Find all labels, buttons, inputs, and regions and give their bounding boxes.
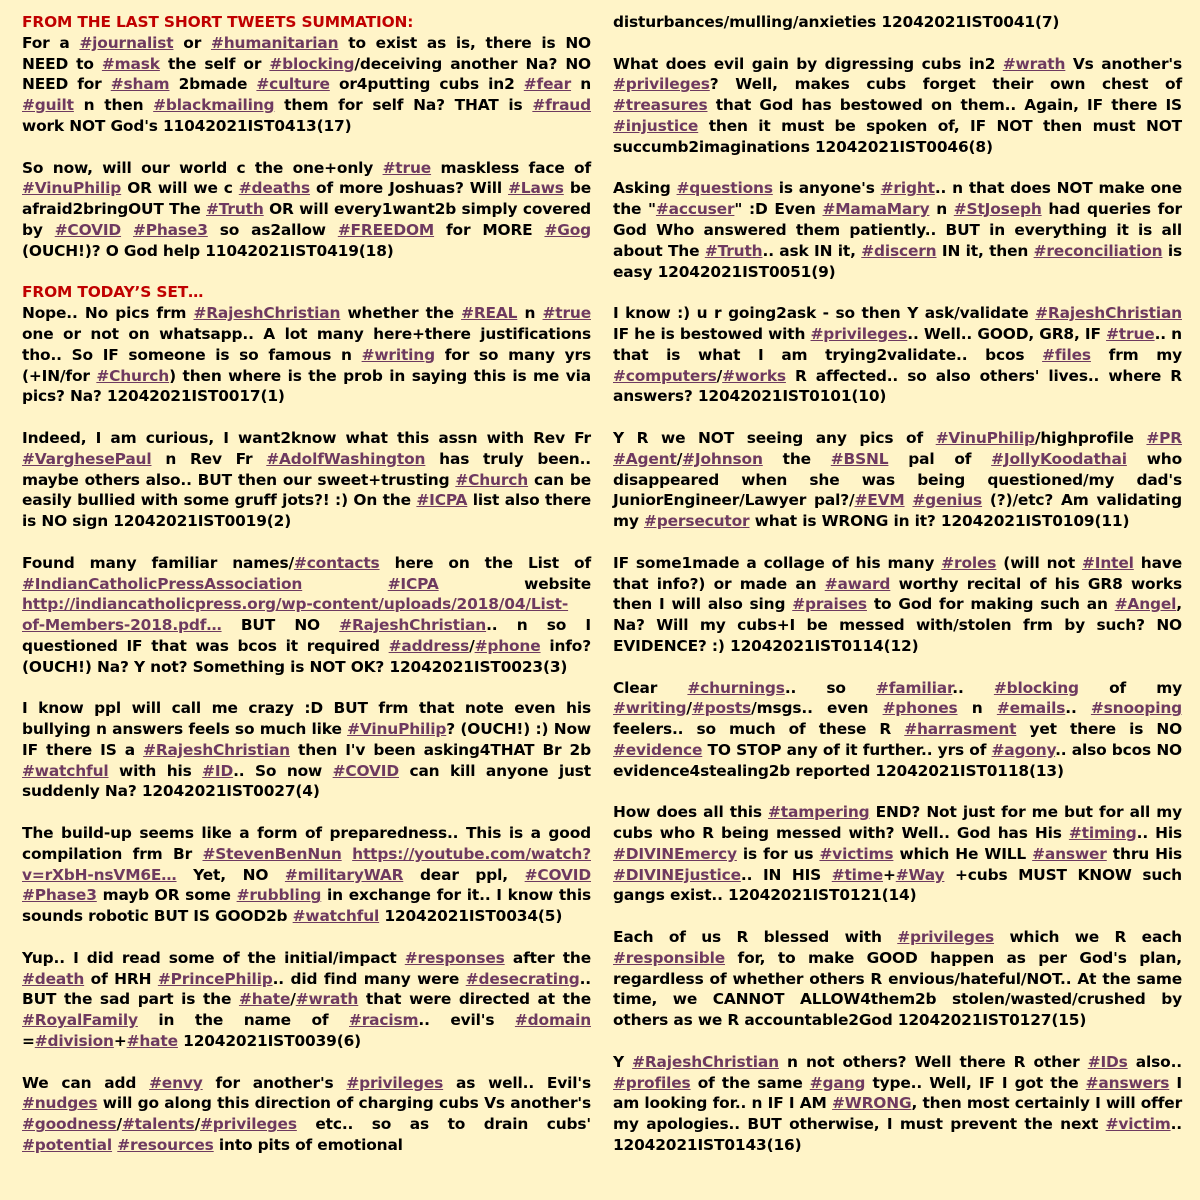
hashtag-link[interactable]: #ICPA (416, 491, 468, 510)
tweet-text: .. (952, 678, 994, 697)
tweet-text: yet there is NO (1016, 720, 1182, 739)
tweet-text (342, 845, 352, 863)
tweet-text: .. IN HIS (740, 865, 832, 884)
tweet-text: as well.. Evil's (443, 1073, 591, 1092)
hashtag-link[interactable]: #churnings (687, 678, 785, 697)
hashtag-link[interactable]: #familiar (876, 678, 953, 697)
url-link[interactable]: http://indiancatholicpress.org/wp-content/uploads/2018/04/List-of-Members-2018.pdf… (22, 595, 569, 635)
tweet-text: IF he is bestowed with (613, 324, 811, 343)
hashtag-link[interactable]: #guilt (22, 96, 74, 115)
tweet-text: n (517, 304, 543, 323)
hashtag-link[interactable]: #IndianCatholicPressAssociation (22, 574, 303, 593)
hashtag-link[interactable]: #Truth (206, 200, 264, 219)
tweet-text: (?)/etc? Am validating my (613, 491, 1182, 531)
tweet-text: thru His (1106, 844, 1182, 863)
hashtag-link[interactable]: #hate (238, 990, 291, 1009)
tweet-text: = (22, 1032, 35, 1051)
tweet-text: for so many yrs (+IN/for (22, 345, 591, 385)
tweet-paragraph (613, 1052, 1182, 1156)
hashtag-link[interactable]: #humanitarian (210, 33, 339, 52)
tweet-paragraph (613, 178, 1182, 282)
tweet-text (302, 575, 387, 593)
tweet-text: that were directed at the (358, 990, 591, 1009)
tweet-text: of more Joshuas? Will (309, 179, 509, 198)
tweet-text: .. n that does NOT make one the " (613, 179, 1183, 219)
tweet-text: I know ppl will call me crazy :D BUT frm that note even his bullying n answers feels so much like (22, 699, 591, 739)
hashtag-link[interactable]: #snooping (1090, 699, 1182, 718)
tweet-text: one or not on whatsapp.. A lot many here+there justifications tho.. So IF someone is so famous n (22, 324, 591, 364)
hashtag-link[interactable]: #AdolfWashington (266, 449, 426, 468)
hashtag-link[interactable]: #PR (1146, 428, 1182, 447)
hashtag-link[interactable]: #racism (349, 1011, 419, 1030)
section-last-summation (22, 33, 591, 262)
tweet-text: with his (108, 761, 203, 780)
hashtag-link[interactable]: #privileges (613, 75, 710, 94)
hashtag-link[interactable]: #wrath (295, 990, 359, 1009)
hashtag-link[interactable]: #envy (149, 1073, 203, 1092)
hashtag-link[interactable]: #potential (22, 1136, 113, 1155)
tweet-text: to exist as is, there is NO NEED to (22, 33, 591, 73)
tweet-text: has truly been.. maybe others also.. BUT then our sweet+trusting (22, 449, 591, 489)
hashtag-link[interactable]: #profiles (613, 1073, 691, 1092)
hashtag-link[interactable]: #Intel (1082, 553, 1134, 572)
hashtag-link[interactable]: #phone (474, 636, 541, 655)
tweet-text: / (676, 449, 683, 468)
tweet-text: / (716, 366, 723, 385)
tweet-text: n Rev Fr (151, 449, 267, 468)
tweet-text: + (883, 865, 896, 884)
tweet-text: /highprofile (1034, 428, 1147, 447)
tweet-text: / (116, 1115, 122, 1134)
tweet-text: info? (OUCH!) Na? Y not? Something is NOT OK? 12042021IST0023(3) (22, 636, 591, 676)
hashtag-link[interactable]: #true (1106, 324, 1155, 343)
tweet-text: ? (OUCH!) :) Now IF there IS a (22, 720, 591, 759)
hashtag-link[interactable]: #WRONG (832, 1094, 912, 1113)
section-todays-set (22, 303, 591, 1156)
tweet-text: Clear (613, 678, 688, 697)
hashtag-link[interactable]: #Truth (704, 241, 763, 260)
hashtag-link[interactable]: #deaths (238, 179, 310, 198)
hashtag-link[interactable]: #blocking (269, 54, 355, 73)
hashtag-link[interactable]: #answers (1085, 1073, 1170, 1092)
hashtag-link[interactable]: #VinuPhilip (935, 428, 1035, 447)
tweet-paragraph (613, 927, 1182, 1031)
tweet-text: can kill anyone just suddenly Na? 12042021IST0027(4) (22, 761, 592, 801)
hashtag-link[interactable]: #Way (895, 865, 945, 884)
tweet-text: 12042021IST0034(5) (379, 907, 563, 926)
tweet-text: work NOT God's 11042021IST0413(17) (22, 116, 352, 135)
tweet-text: .. So now (233, 761, 333, 780)
tweet-text: list also there is NO sign 12042021IST0019(2) (22, 491, 591, 531)
hashtag-link[interactable]: #sham (110, 75, 170, 94)
hashtag-link[interactable]: #Church (96, 366, 170, 385)
hashtag-link[interactable]: #ICPA (387, 574, 439, 593)
hashtag-link[interactable]: #files (1042, 345, 1091, 364)
tweet-text: then I'v been asking4THAT Br 2b (289, 740, 591, 759)
hashtag-link[interactable]: #questions (676, 179, 773, 198)
tweet-paragraph (22, 698, 591, 802)
hashtag-link[interactable]: #accuser (655, 200, 735, 219)
hashtag-link[interactable]: #VinuPhilip (347, 720, 447, 739)
hashtag-link[interactable]: #fear (523, 75, 572, 94)
tweet-text: dear ppl, (403, 865, 525, 884)
hashtag-link[interactable]: #computers (613, 366, 717, 385)
hashtag-link[interactable]: #hate (126, 1032, 178, 1051)
tweet-text: .. 12042021IST0143(16) (613, 1115, 1182, 1155)
tweet-text: which we R each (994, 928, 1182, 947)
hashtag-link[interactable]: #true (542, 304, 591, 323)
hashtag-link[interactable]: #division (34, 1032, 114, 1051)
tweet-text: pal of (888, 449, 992, 468)
tweet-text: (OUCH!)? O God help 11042021IST0419(18) (22, 241, 394, 260)
tweet-text: END? Not just for me but for all my cubs who R being messed with? Well.. God has His (613, 803, 1182, 843)
hashtag-link[interactable]: #REAL (461, 304, 518, 323)
hashtag-link[interactable]: #harrasment (904, 720, 1017, 739)
hashtag-link[interactable]: #RajeshChristian (143, 740, 290, 759)
tweet-text: .. n that is what I am trying2validate.. bcos (613, 324, 1182, 364)
hashtag-link[interactable]: #Angel (1114, 595, 1177, 614)
hashtag-link[interactable]: #StevenBenNun (202, 844, 342, 863)
hashtag-link[interactable]: #genius (912, 491, 983, 510)
tweet-text: " :D Even (734, 200, 823, 219)
tweet-text: what is WRONG in it? 12042021IST0109(11) (749, 512, 1130, 531)
hashtag-link[interactable]: #gang (809, 1073, 866, 1092)
hashtag-link[interactable]: #fraud (532, 96, 591, 115)
hashtag-link[interactable]: #Church (455, 470, 529, 489)
tweet-paragraph (22, 1073, 591, 1156)
tweet-text: whether the (340, 304, 462, 323)
hashtag-link[interactable]: #Laws (508, 179, 564, 198)
hashtag-link[interactable]: #blackmailing (153, 96, 275, 115)
tweet-text: +cubs MUST KNOW such gangs exist.. 12042021IST0121(14) (613, 865, 1182, 905)
tweet-paragraph (613, 303, 1182, 407)
tweet-text: + (113, 1032, 127, 1051)
hashtag-link[interactable]: #VarghesePaul (22, 449, 152, 468)
hashtag-link[interactable]: #goodness (22, 1115, 117, 1134)
tweet-paragraph (613, 678, 1182, 782)
hashtag-link[interactable]: #Phase3 (133, 220, 208, 239)
tweet-paragraph (613, 12, 1182, 33)
tweet-text: for MORE (434, 220, 545, 239)
hashtag-link[interactable]: #RajeshChristian (1035, 304, 1182, 323)
hashtag-link[interactable]: #tampering (768, 803, 870, 822)
hashtag-link[interactable]: #domain (514, 1011, 591, 1030)
hashtag-link[interactable]: #resources (117, 1136, 214, 1155)
tweet-text: .. n so I questioned IF that was bcos it required (22, 616, 591, 655)
tweet-text: can be easily bullied with some gruff jots?! :) On the (22, 470, 591, 510)
tweet-text: Found many familiar names/ (22, 553, 294, 572)
hashtag-link[interactable]: #DIVINEmercy (613, 844, 737, 863)
tweet-text: n (571, 75, 591, 94)
tweet-text: , Na? Will my cubs+I be messed with/stolen frm by such? NO EVIDENCE? :) 12042021IST0114(12) (613, 595, 1182, 655)
tweet-text: after the (504, 948, 591, 967)
tweet-text: Y (613, 1052, 633, 1071)
hashtag-link[interactable]: #privileges (810, 324, 908, 343)
hashtag-link[interactable]: #death (22, 969, 85, 988)
tweet-text: We can add (22, 1073, 150, 1092)
tweet-text: .. (1065, 699, 1091, 718)
tweet-text: n (957, 699, 997, 718)
hashtag-link[interactable]: #privileges (200, 1115, 297, 1134)
tweet-text: Y R we NOT seeing any pics of (613, 428, 936, 447)
tweet-text: frm my (1090, 345, 1182, 364)
tweet-text: .. did find many were (272, 969, 466, 988)
tweet-paragraph (22, 33, 591, 137)
hashtag-link[interactable]: #writing (613, 699, 687, 718)
hashtag-link[interactable]: #answer (1032, 844, 1107, 863)
tweet-text: will go along this direction of charging cubs Vs another's (97, 1094, 591, 1113)
tweet-text: into pits of emotional (213, 1136, 403, 1155)
tweet-text: 12042021IST0039(6) (177, 1032, 362, 1051)
tweet-text: Indeed, I am curious, I want2know what this assn with Rev Fr (22, 428, 591, 447)
hashtag-link[interactable]: #victims (819, 844, 894, 863)
tweet-text: .. so (784, 678, 876, 697)
tweet-paragraph (613, 553, 1182, 657)
tweet-text: is for us (736, 844, 820, 863)
tweet-text: of my (1078, 678, 1182, 697)
hashtag-link[interactable]: #contacts (293, 553, 380, 572)
hashtag-link[interactable]: #RajeshChristian (632, 1052, 779, 1071)
hashtag-link[interactable]: #RoyalFamily (22, 1011, 138, 1030)
url-link[interactable]: https://youtube.com/watch?v=rXbH-nsVM6E… (22, 844, 591, 884)
section-todays-set-continued (613, 12, 1182, 1156)
hashtag-link[interactable]: #responses (404, 948, 505, 967)
tweet-text: here on the List of (379, 553, 591, 572)
hashtag-link[interactable]: #desecrating (465, 969, 580, 988)
tweet-text: of the same (690, 1073, 810, 1092)
tweet-text: so as2allow (207, 220, 338, 239)
right-column (613, 12, 1182, 1177)
hashtag-link[interactable]: #StJoseph (953, 200, 1042, 219)
tweet-text: Yup.. I did read some of the initial/impact (22, 948, 405, 967)
hashtag-link[interactable]: #nudges (22, 1094, 98, 1113)
tweet-text: which He WILL (893, 844, 1033, 863)
tweet-text: / (194, 1115, 201, 1134)
tweet-text: who disappeared when she was being questioned/my dad's JuniorEngineer/Lawyer pal?/ (613, 449, 1182, 510)
tweet-text: .. also bcos NO evidence4stealing2b reported 12042021IST0118(13) (613, 740, 1182, 780)
tweet-text: etc.. so as to drain cubs' (296, 1115, 591, 1134)
tweet-text: I am looking for.. n IF I AM (613, 1073, 1182, 1113)
tweet-text: R affected.. so also others' lives.. where R answers? 12042021IST0101(10) (613, 366, 1182, 406)
tweet-text: 2bmade (169, 75, 257, 94)
hashtag-link[interactable]: #PrincePhilip (157, 969, 273, 988)
tweet-text: ? Well, makes cubs forget their own chest of (709, 75, 1182, 94)
hashtag-link[interactable]: #Johnson (682, 449, 763, 468)
tweet-text: Yet, NO (176, 865, 285, 884)
tweet-text: the (762, 449, 831, 468)
tweet-paragraph (22, 158, 591, 262)
tweet-text: type.. Well, IF I got the (865, 1073, 1086, 1092)
tweet-text: in the name of (137, 1011, 349, 1030)
hashtag-link[interactable]: #DIVINEjustice (613, 865, 741, 884)
hashtag-link[interactable]: #COVID (54, 220, 122, 239)
tweet-text: .. His (1136, 824, 1183, 843)
tweet-paragraph (22, 823, 591, 927)
tweet-text: that God has bestowed on them.. Again, IF there IS (707, 96, 1182, 115)
tweet-text: to God for making such an (866, 595, 1115, 614)
tweet-paragraph (22, 553, 591, 678)
hashtag-link[interactable]: #EVM (854, 491, 905, 510)
tweet-text: ) then where is the prob in saying this is me via pics? Na? 12042021IST0017(1) (22, 366, 591, 406)
hashtag-link[interactable]: #Agent (613, 449, 677, 468)
tweet-text: BUT NO (221, 616, 340, 635)
tweet-text: is easy 12042021IST0051(9) (613, 241, 1182, 281)
tweet-text: be afraid2bringOUT The (22, 179, 591, 219)
section-header-todays-set: FROM TODAY’S SET… (22, 283, 204, 302)
tweet-text: or (173, 33, 211, 52)
tweet-paragraph (22, 428, 591, 532)
hashtag-link[interactable]: #persecutor (643, 512, 750, 531)
tweet-text: .. evil's (418, 1011, 515, 1030)
hashtag-link[interactable]: #RajeshChristian (193, 304, 341, 323)
hashtag-link[interactable]: #mask (101, 54, 160, 73)
tweet-text: then it must be spoken of, IF NOT then must NOT succumb2imaginations 12042021IST0046(8) (613, 116, 1182, 156)
tweet-text: is anyone's (772, 179, 881, 198)
tweet-text: The build-up seems like a form of preparedness.. This is a good compilation frm Br (22, 824, 591, 863)
hashtag-link[interactable]: #timing (1068, 824, 1137, 843)
hashtag-link[interactable]: #COVID (332, 761, 399, 780)
hashtag-link[interactable]: #victim (1105, 1115, 1171, 1134)
tweet-text: OR will every1want2b simply covered by (22, 200, 592, 239)
hashtag-link[interactable]: #phones (882, 699, 958, 718)
tweet-text: n then (73, 96, 154, 115)
hashtag-link[interactable]: #reconciliation (1033, 241, 1163, 260)
hashtag-link[interactable]: #watchful (22, 761, 109, 780)
hashtag-link[interactable]: #journalist (79, 33, 174, 52)
tweet-text: So now, will our world c the one+only (22, 158, 383, 177)
hashtag-link[interactable]: #agony (991, 740, 1056, 759)
hashtag-link[interactable]: #Gog (544, 220, 591, 239)
left-column (22, 12, 591, 1177)
hashtag-link[interactable]: #privileges (897, 928, 995, 947)
hashtag-link[interactable]: #IDs (1087, 1052, 1128, 1071)
hashtag-link[interactable]: #responsible (613, 948, 725, 967)
tweet-text: Each of us R blessed with (613, 928, 898, 947)
hashtag-link[interactable]: #BSNL (830, 449, 889, 468)
tweet-text: Nope.. No pics frm (22, 304, 194, 323)
hashtag-link[interactable]: #privileges (346, 1073, 444, 1092)
tweet-paragraph (613, 428, 1182, 532)
tweet-text: Vs another's (1065, 54, 1182, 73)
tweet-text: (will not (996, 553, 1083, 572)
tweet-text: for another's (202, 1073, 347, 1092)
tweet-text: .. BUT the sad part is the (22, 969, 591, 1009)
hashtag-link[interactable]: #FREEDOM (337, 220, 435, 239)
tweet-text (121, 221, 133, 239)
hashtag-link[interactable]: #blocking (993, 678, 1079, 697)
tweet-text: feelers.. so much of these R (613, 720, 905, 739)
hashtag-link[interactable]: #VinuPhilip (22, 179, 122, 198)
hashtag-link[interactable]: #address (388, 636, 470, 655)
hashtag-link[interactable]: #right (880, 179, 935, 198)
tweet-text: worthy recital of his GR8 works then I will also sing (613, 574, 1182, 614)
tweet-text: Asking (613, 179, 677, 198)
tweet-paragraph (613, 802, 1182, 906)
tweet-text: have that info?) or made an (613, 553, 1182, 593)
tweet-text: What does evil gain by digressing cubs in2 (613, 54, 1003, 73)
hashtag-link[interactable]: #COVID (524, 865, 592, 884)
hashtag-link[interactable]: #time (831, 865, 883, 884)
tweet-text: IF some1made a collage of his many (613, 553, 942, 572)
tweet-text: disturbances/mulling/anxieties 12042021IST0041(7) (613, 13, 1060, 31)
tweet-text: n (929, 200, 954, 219)
hashtag-link[interactable]: #praises (792, 595, 867, 614)
hashtag-link[interactable]: #Phase3 (22, 886, 97, 905)
tweet-paragraph (613, 54, 1182, 158)
tweet-text: TO STOP any of it further.. yrs of (702, 740, 992, 759)
hashtag-link[interactable]: #discern (861, 241, 937, 260)
tweet-text: website (438, 574, 591, 593)
tweet-paragraph (22, 948, 591, 1052)
section-header-last-summation: FROM THE LAST SHORT TWEETS SUMMATION: (22, 13, 414, 31)
tweet-text: IN it, then (936, 241, 1034, 260)
tweet-paragraph (22, 303, 591, 407)
tweet-text: I know :) u r going2ask - so then Y ask/validate (613, 304, 1036, 323)
hashtag-link[interactable]: #rubbling (236, 886, 322, 905)
hashtag-link[interactable]: #writing (361, 345, 435, 364)
tweet-text: .. ask IN it, (762, 241, 862, 260)
hashtag-link[interactable]: #MamaMary (822, 200, 930, 219)
hashtag-link[interactable]: #roles (941, 553, 997, 572)
tweet-text: mayb OR some (96, 886, 237, 905)
hashtag-link[interactable]: #posts (691, 699, 752, 718)
tweet-text: .. Well.. GOOD, GR8, IF (907, 324, 1107, 343)
hashtag-link[interactable]: #award (824, 574, 891, 593)
tweet-text: n not others? Well there R other (778, 1052, 1088, 1071)
tweet-text: them for self Na? THAT is (274, 96, 533, 115)
tweet-text: / (290, 990, 296, 1009)
tweet-text: maskless face of (431, 158, 591, 177)
tweet-text: or4putting cubs in2 (329, 75, 524, 94)
tweet-text: for, to make GOOD happen as per God's plan, regardless of whether others R envious/hateful/NOT.. At the same time, we CANNOT ALLOW4them2b stolen/wasted/crushed by others as we R accountable2God 12042021IST0127(15) (613, 948, 1182, 1030)
tweet-text: of HRH (84, 969, 158, 988)
tweet-text: also.. (1127, 1052, 1182, 1071)
tweet-text: had queries for God Who answered them patiently.. BUT in everything it is all about The (613, 200, 1182, 260)
hashtag-link[interactable]: #works (722, 366, 786, 385)
hashtag-link[interactable]: #culture (256, 75, 330, 94)
tweet-text: For a (22, 33, 80, 52)
tweet-text: the self or (159, 54, 270, 73)
hashtag-link[interactable]: #militaryWAR (284, 865, 404, 884)
hashtag-link[interactable]: #watchful (292, 907, 380, 926)
tweet-text: /deceiving another Na? NO NEED for (22, 54, 591, 94)
hashtag-link[interactable]: #injustice (613, 116, 699, 135)
tweet-text: in exchange for it.. I know this sounds robotic BUT IS GOOD2b (22, 886, 591, 926)
hashtag-link[interactable]: #ID (202, 761, 234, 780)
tweet-text: OR will we c (121, 179, 239, 198)
tweet-text: / (686, 699, 692, 718)
tweet-text: /msgs.. even (751, 699, 883, 718)
hashtag-link[interactable]: #RajeshChristian (339, 616, 487, 635)
hashtag-link[interactable]: #evidence (613, 740, 703, 759)
tweet-text: / (469, 636, 475, 655)
tweet-text: , then most certainly I will offer my apologies.. BUT otherwise, I must prevent the next (613, 1094, 1183, 1134)
hashtag-link[interactable]: #talents (121, 1115, 195, 1134)
tweet-text: How does all this (613, 803, 769, 822)
hashtag-link[interactable]: #treasures (613, 96, 708, 115)
hashtag-link[interactable]: #wrath (1002, 54, 1066, 73)
hashtag-link[interactable]: #true (382, 158, 432, 177)
hashtag-link[interactable]: #JollyKoodathai (991, 449, 1127, 468)
hashtag-link[interactable]: #emails (996, 699, 1066, 718)
